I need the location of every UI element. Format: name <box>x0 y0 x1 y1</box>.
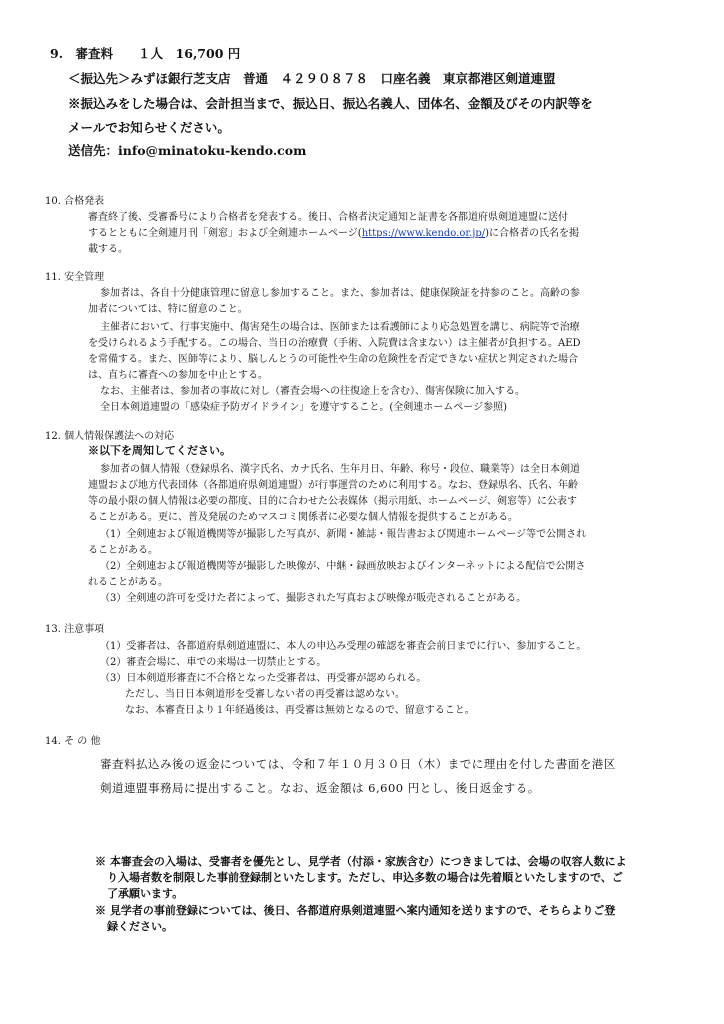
section-12-line: ることがある。更に、普及発展のためマスコミ関係者に必要な個人情報を提供することがある。 <box>88 512 518 523</box>
fee-title: 9. 審査料 １人 16,700 円 <box>50 46 241 61</box>
section-11-line: 参加者は、各自十分健康管理に留意し参加すること。また、参加者は、健康保険証を持参のこと。高齢の参 <box>100 288 580 299</box>
section-12-line: 等の最小限の個人情報は必要の都度、目的に合わせた公表媒体（掲示用紙、ホームページ、剣窓等）に公表す <box>88 496 577 507</box>
section-12-item-3: （3）全剣連の許可を受けた者によって、撮影された写真および映像が販売されることがある。 <box>100 593 527 604</box>
section-11-line: 主催者において、行事実施中、傷害発生の場合は、医師または看護師により応急処置を講じ、病院等で治療 <box>100 322 580 333</box>
section-13-heading: 13. 注意事項 <box>45 624 105 635</box>
section-12-heading: 12. 個人情報保護法への対応 <box>45 431 175 442</box>
section-11-line: は、直ちに審査への参加を中止とする。 <box>88 370 268 381</box>
section-13-item-1: （1）受審者は、各都道府県剣道連盟に、本人の申込み受理の確認を審査会前日までに行い、参加すること。 <box>100 641 587 652</box>
section-10-text: )に合格者の氏名を掲 <box>485 228 579 239</box>
note-1-line3: 了承願います。 <box>107 887 184 900</box>
section-12-line: 連盟および地方代表団体（各都道府県剣道連盟）が行事運営のために利用する。なお、登録県名、氏名、年齢 <box>88 480 578 491</box>
section-12-item-2: （2）全剣連および報道機関等が撮影した映像が、中継・録画放映およびインターネットによる配信で公開さ <box>100 561 586 572</box>
section-10-line <box>88 224 579 239</box>
section-11-line: を常備する。また、医師等により、脳しんとうの可能性や生命の危険性を否定できない症状と判定された場合 <box>88 354 578 365</box>
note-1-line2: り入場者数を制限した事前登録制といたします。ただし、申込多数の場合は先着順といたしますので、ご <box>107 871 623 884</box>
section-10-heading: 10. 合格発表 <box>45 196 105 207</box>
section-11-line: なお、主催者は、参加者の事故に対し（審査会場への往復途上を含む）、傷害保険に加入する。 <box>100 386 525 397</box>
section-12-item-1: （1）全剣連および報道機関等が撮影した写真が、新聞・雑誌・報告書および関連ホームページ等で公開され <box>100 529 587 540</box>
transfer-note-line2: メールでお知らせください。 <box>68 120 230 135</box>
section-13-item-2: （2）審査会場に、車での来場は一切禁止とする。 <box>100 657 327 668</box>
note-1-line1: ※ 本審査会の入場は、受審者を優先とし、見学者（付添・家族含む）につきましては、会場の収容人数によ <box>95 855 627 868</box>
section-13-item-3: （3）日本剣道形審査に不合格となった受審者は、再受審が認められる。 <box>100 673 427 684</box>
section-12-line: 参加者の個人情報（登録県名、漢字氏名、カナ氏名、生年月日、年齢、称号・段位、職業等）は全日本剣道 <box>100 464 580 475</box>
note-2-line1: ※ 見学者の事前登録については、後日、各都道府県剣道連盟へ案内通知を送りますので、そちらよりご登 <box>95 904 616 917</box>
section-12-item-2-cont: れることがある。 <box>88 577 168 588</box>
section-10-line: 審査終了後、受審番号により合格者を発表する。後日、合格者決定通知と証書を各都道府県剣道連盟に送付 <box>88 212 568 223</box>
note-2-line2: 録ください。 <box>107 920 173 933</box>
send-to-email[interactable]: 送信先：info@minatoku-kendo.com <box>68 143 307 158</box>
section-11-line: 全日本剣道連盟の「感染症予防ガイドライン」を遵守すること。(全剣連ホームページ参照) <box>100 402 508 413</box>
section-10-text: するとともに全剣連月刊「剣窓」および全剣連ホームページ( <box>88 228 362 239</box>
section-10-line: 載する。 <box>88 244 128 255</box>
refund-line2: 剣道連盟事務局に提出すること。なお、返金額は 6,600 円とし、後日返金する。 <box>100 781 540 795</box>
transfer-note-line1: ※振込みをした場合は、会計担当まで、振込日、振込名義人、団体名、金額及びその内訳等を <box>68 96 593 111</box>
section-12-item-1-cont: ることがある。 <box>88 545 158 556</box>
section-13-item-3-note: ただし、当日日本剣道形を受審しない者の再受審は認めない。 <box>125 689 405 700</box>
refund-line1: 審査料払込み後の返金については、令和７年１０月３０日（木）までに理由を付した書面を港区 <box>100 757 616 771</box>
section-11-heading: 11. 安全管理 <box>45 272 105 283</box>
bank-info: ＜振込先＞みずほ銀行芝支店 普通 ４２９０８７８ 口座名義 東京都港区剣道連盟 <box>68 71 556 86</box>
section-11-line: 加者については、特に留意のこと。 <box>88 304 248 315</box>
kendo-website-link[interactable]: https://www.kendo.or.jp/ <box>361 228 486 239</box>
section-14-heading: 14. そ の 他 <box>45 736 101 747</box>
section-11-line: を受けられるよう手配する。この場合、当日の治療費（手術、入院費は含まない）は主催者が負担する。AED <box>88 338 581 349</box>
notice-label: ※以下を周知してください。 <box>88 444 231 457</box>
section-13-item-3-note: なお、本審査日より１年経過後は、再受審は無効となるので、留意すること。 <box>125 705 475 716</box>
